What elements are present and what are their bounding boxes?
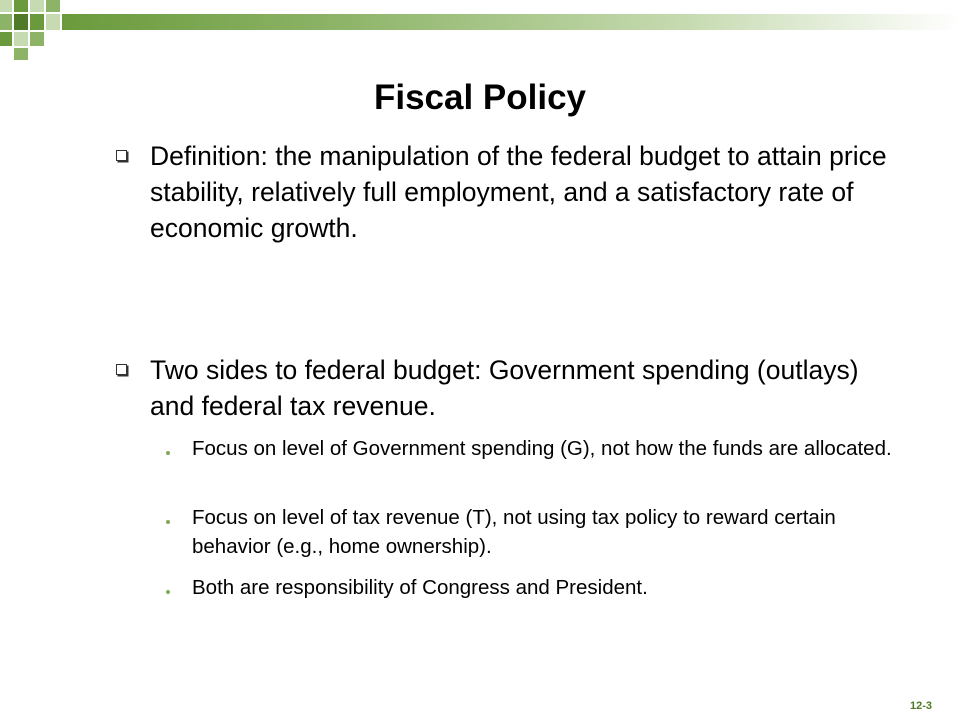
page-number: 12-3 [909,700,932,712]
dot-bullet-icon [166,590,170,594]
header-bar [62,14,960,30]
dot-bullet-icon [166,520,170,524]
slide-title: Fiscal Policy [373,78,587,117]
square-bullet-icon [116,364,127,375]
bullet-budget-sides: Two sides to federal budget: Government spending (outlays) and federal tax revenue. [150,355,859,421]
dot-bullet-icon [166,451,170,455]
bullet-definition: Definition: the manipulation of the federal budget to attain price stability, relatively full employment, and a satisfactory rate of economic growth. [150,141,887,243]
sub-bullet-tax: Focus on level of tax revenue (T), not using tax policy to reward certain behavior (e.g., home ownership). [192,506,836,558]
sub-bullet-spending: Focus on level of Government spending (G), not how the funds are allocated. [192,437,892,460]
square-bullet-icon [116,150,127,161]
sub-bullet-responsibility: Both are responsibility of Congress and President. [192,576,648,599]
